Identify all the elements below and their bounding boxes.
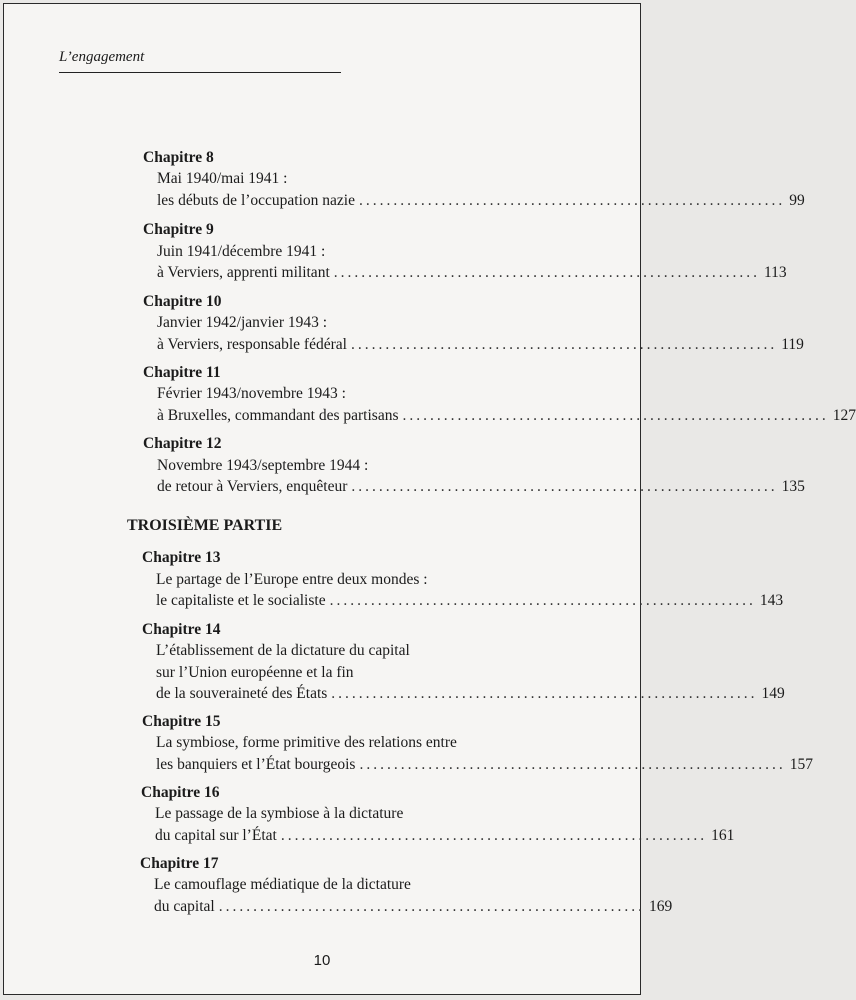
page-number: 161 <box>711 827 735 844</box>
toc-entry <box>156 685 785 703</box>
page-number: 99 <box>789 192 805 209</box>
chapter-subtitle: à Verviers, apprenti militant <box>157 264 330 281</box>
chapter-title: Chapitre 16 <box>141 784 220 801</box>
chapter-line: Le partage de l’Europe entre deux mondes : <box>156 571 428 588</box>
chapter-title: Chapitre 14 <box>142 621 221 638</box>
toc-entry <box>157 336 804 354</box>
toc-entry <box>156 592 784 610</box>
chapter-title: Chapitre 15 <box>142 713 221 730</box>
part-title: TROISIÈME PARTIE <box>127 517 283 534</box>
chapter-title: Chapitre 17 <box>140 855 219 872</box>
running-head: L’engagement <box>59 49 145 65</box>
chapter-title: Chapitre 12 <box>143 435 222 452</box>
chapter-line: Janvier 1942/janvier 1943 : <box>157 314 328 331</box>
chapter-subtitle: de retour à Verviers, enquêteur <box>157 478 348 495</box>
chapter-subtitle: les banquiers et l’État bourgeois <box>156 756 356 773</box>
toc-entry <box>157 478 805 496</box>
chapter-subtitle: de la souveraineté des États <box>156 685 328 702</box>
chapter-title: Chapitre 8 <box>143 149 214 166</box>
page-number: 169 <box>648 898 673 915</box>
chapter-title: Chapitre 13 <box>142 549 221 566</box>
chapter-subtitle: le capitaliste et le socialiste <box>156 592 326 609</box>
page-number: 119 <box>781 336 804 353</box>
page-number: 113 <box>764 264 787 281</box>
dot-leader: .............................................................. <box>359 756 786 773</box>
dot-leader: .............................................................. <box>218 898 645 915</box>
chapter-subtitle: à Verviers, responsable fédéral <box>157 336 347 353</box>
dot-leader: .............................................................. <box>350 336 778 353</box>
chapter-subtitle: à Bruxelles, commandant des partisans <box>157 407 399 424</box>
chapter-title: Chapitre 11 <box>143 364 221 381</box>
chapter-line: Le camouflage médiatique de la dictature <box>154 876 411 893</box>
dot-leader: .............................................................. <box>280 827 708 844</box>
page-number: 127 <box>832 407 856 424</box>
dot-leader: .............................................................. <box>333 264 760 281</box>
folio-page-number: 10 <box>313 952 331 969</box>
chapter-line: Mai 1940/mai 1941 : <box>157 170 288 187</box>
toc-entry <box>156 756 813 774</box>
dot-leader: .............................................................. <box>358 192 786 209</box>
chapter-line: Novembre 1943/septembre 1944 : <box>157 457 369 474</box>
toc-entry <box>157 264 787 282</box>
header-rule <box>59 72 341 73</box>
chapter-line: Le passage de la symbiose à la dictature <box>155 805 404 822</box>
dot-leader: .............................................................. <box>402 407 829 424</box>
chapter-line: La symbiose, forme primitive des relations entre <box>156 734 457 751</box>
page-number: 143 <box>759 592 784 609</box>
page-number: 149 <box>761 685 785 702</box>
toc-entry <box>154 898 673 916</box>
page-number: 157 <box>789 756 813 773</box>
chapter-subtitle: les débuts de l’occupation nazie <box>157 192 355 209</box>
toc-entry <box>157 192 805 210</box>
chapter-line: L’établissement de la dictature du capital <box>156 642 410 659</box>
page-number: 135 <box>781 478 805 495</box>
chapter-line: Juin 1941/décembre 1941 : <box>157 243 326 260</box>
chapter-subtitle: du capital sur l’État <box>155 827 277 844</box>
dot-leader: .............................................................. <box>331 685 758 702</box>
book-page <box>3 3 856 995</box>
toc-entry <box>157 407 856 425</box>
dot-leader: .............................................................. <box>351 478 778 495</box>
chapter-subtitle: du capital <box>154 898 215 915</box>
chapter-line: sur l’Union européenne et la fin <box>156 664 354 681</box>
chapter-line: Février 1943/novembre 1943 : <box>157 385 346 402</box>
toc-entry <box>155 827 735 845</box>
chapter-title: Chapitre 10 <box>143 293 222 310</box>
dot-leader: .............................................................. <box>329 592 756 609</box>
chapter-title: Chapitre 9 <box>143 221 214 238</box>
